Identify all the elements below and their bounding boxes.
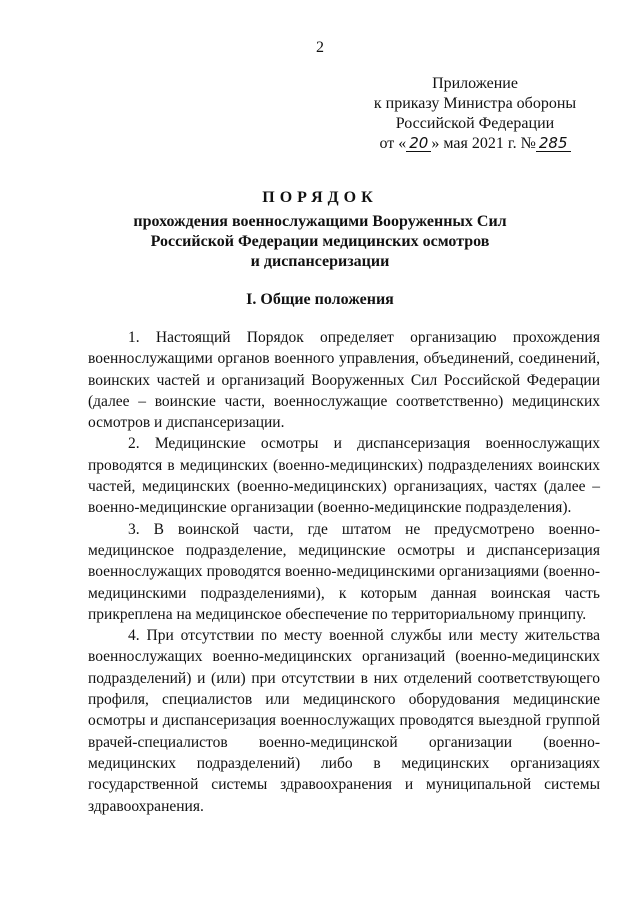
appendix-order-ref: к приказу Министра обороны <box>373 95 577 112</box>
handwritten-day: 20 <box>406 135 431 152</box>
date-middle: » мая 2021 г. № <box>431 135 536 152</box>
paragraph-2: 2. Медицинские осмотры и диспансеризация военнослужащих проводятся в медицинских (военно-медицинских) подразделениях воинских частей, медицинских (военно-медицинских) организациях, частях (далее – военно-медицинские организации (военно-медицинские подразделения). <box>88 435 600 517</box>
page-number: 2 <box>316 39 324 56</box>
date-prefix: от « <box>379 135 407 152</box>
paragraph-4: 4. При отсутствии по месту военной службы или месту жительства военнослужащих военно-медицинских организаций (военно-медицинских подразделений) и (или) при отсутствии в них отделений соответствующего профиля, специалистов или медицинского оборудования медицинские осмотры и диспансеризация военнослужащих проводятся выездной группой врачей-специалистов военно-медицинской организации (военно-медицинских подразделений) либо в медицинских организациях государственной системы здравоохранения и муниципальной системы здравоохранения. <box>88 627 600 815</box>
title-subtitle-line-3: и диспансеризации <box>250 253 390 270</box>
appendix-date-line <box>330 134 620 154</box>
body-text <box>88 327 600 817</box>
paragraph-3: 3. В воинской части, где штатом не предусмотрено военно-медицинское подразделение, медицинские осмотры и диспансеризация военнослужащих проводятся военно-медицинскими организациями (военно-медицинскими подразделениями), к которым данная воинская часть прикреплена на медицинское обеспечение по территориальному принципу. <box>88 520 600 623</box>
appendix-country: Российской Федерации <box>395 115 555 132</box>
title-subtitle-line-1: прохождения военнослужащими Вооруженных Сил <box>133 213 507 230</box>
paragraph-1: 1. Настоящий Порядок определяет организацию прохождения военнослужащими органов военного управления, объединений, соединений, воинских частей и организаций Вооруженных Сил Российской Федерации (далее – воинские части, военнослужащие соответственно) медицинских осмотров и диспансеризации. <box>88 329 600 432</box>
section-heading: I. Общие положения <box>246 291 394 308</box>
handwritten-order-number: 285 <box>536 135 571 152</box>
document-title <box>0 188 640 272</box>
appendix-title: Приложение <box>432 75 518 92</box>
title-subtitle-line-2: Российской Федерации медицинских осмотров <box>150 233 490 250</box>
appendix-block <box>330 74 620 154</box>
title-main: ПОРЯДОК <box>262 189 378 206</box>
